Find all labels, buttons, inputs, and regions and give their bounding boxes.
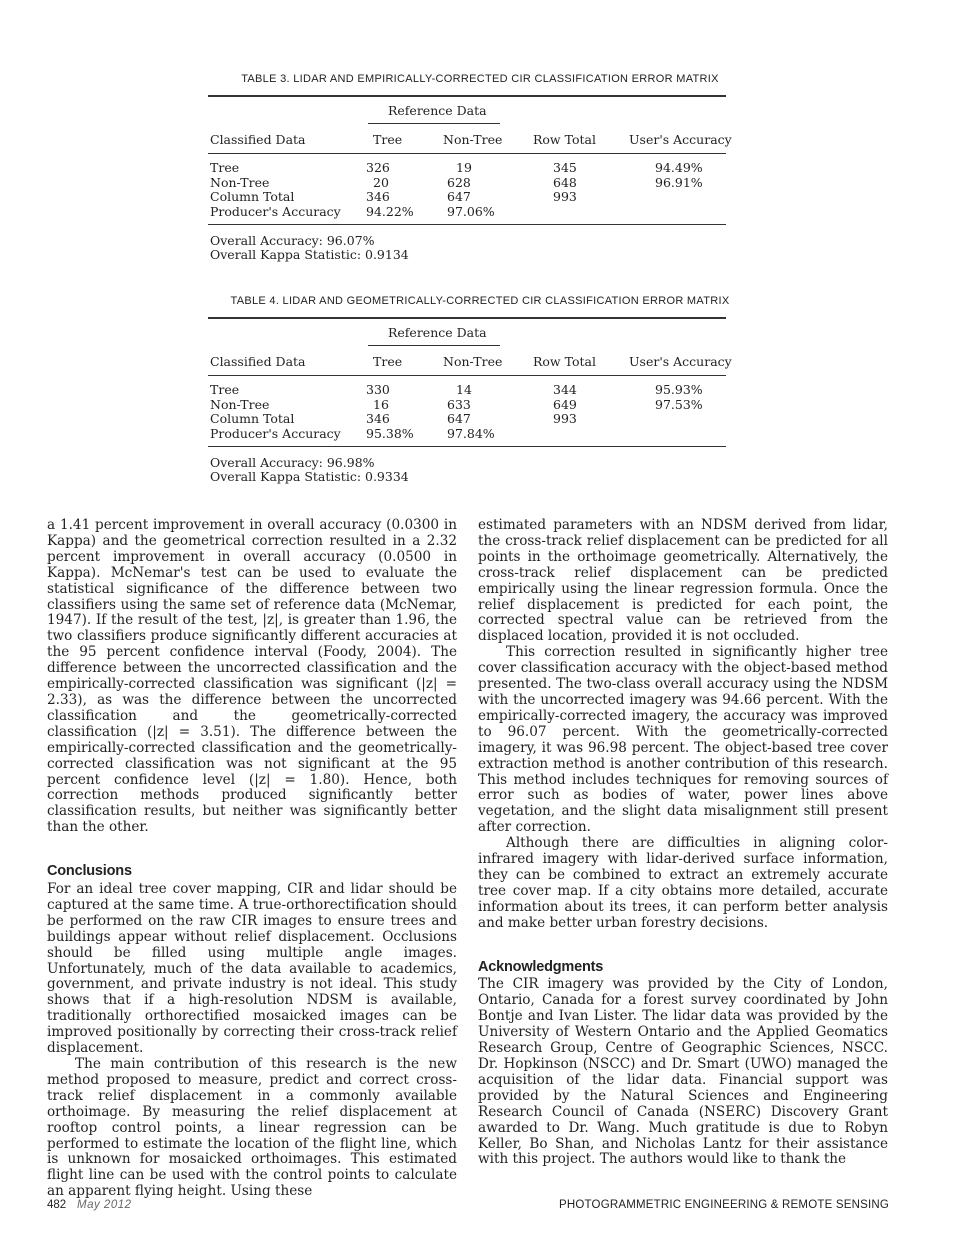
table-4-group-rule — [368, 345, 500, 346]
table-3-caption: TABLE 3. LIDAR AND EMPIRICALLY-CORRECTED CIR CLASSIFICATION ERROR MATRIX — [241, 73, 719, 85]
table-cell: 97.53% — [655, 397, 703, 412]
table-cell: Producer's Accuracy — [210, 426, 341, 441]
table-cell: 19 — [456, 160, 472, 175]
table-cell: 648 — [553, 175, 577, 190]
table-3-header: Classified Data — [210, 132, 306, 147]
table-3-group-header: Reference Data — [388, 103, 487, 118]
issue-date: May 2012 — [77, 1199, 132, 1211]
paragraph: a 1.41 percent improvement in overall accuracy (0.0300 in Kappa) and the geometrical correction resulted in a 2.32 percent improvement in overall accuracy (0.0500 in Kappa). McNemar's test can be used to evaluate the statistical significance of the difference between two classifiers using the same set of reference data (McNemar, 1947). If the result of the test, |z|, is greater than 1.96, the two classifiers produce significantly different accuracies at the 95 percent confidence interval (Foody, 2004). The difference between the uncorrected classification and the empirically-corrected classification was significant (|z| = 2.33), as was the difference between the uncorrected classification and the geometrically-corrected classification (|z| = 3.51). The difference between the empirically-corrected classification and the geometrically-corrected classification was not significant at the 95 percent confidence level (|z| = 1.80). Hence, both correction methods produced significantly better classification results, but neither was significantly better than the other. — [47, 517, 457, 836]
table-4-header: Row Total — [533, 354, 596, 369]
table-cell: 993 — [553, 411, 577, 426]
table-cell: Column Total — [210, 189, 295, 204]
table-3-overall-accuracy: Overall Accuracy: 96.07% — [210, 233, 375, 248]
journal-name: PHOTOGRAMMETRIC ENGINEERING & REMOTE SENSING — [559, 1199, 889, 1211]
table-4-overall-accuracy: Overall Accuracy: 96.98% — [210, 455, 375, 470]
table-cell: 20 — [373, 175, 389, 190]
table-cell: 993 — [553, 189, 577, 204]
table-3-group-rule — [368, 123, 500, 124]
table-cell: Non-Tree — [210, 175, 270, 190]
table-4-header: User's Accuracy — [629, 354, 732, 369]
table-4-top-rule — [208, 317, 726, 319]
table-cell: Producer's Accuracy — [210, 204, 341, 219]
table-cell: 346 — [366, 411, 390, 426]
paragraph: This correction resulted in significantly higher tree cover classification accuracy with the object-based method presented. The two-class overall accuracy using the NDSM with the uncorrected imagery was 94.66 percent. With the empirically-corrected imagery, the accuracy was improved to 96.07 percent. With the geometrically-corrected imagery, it was 96.98 percent. The object-based tree cover extraction method is another contribution of this research. This method includes techniques for removing sources of error such as bodies of water, power lines above vegetation, and the slight data misalignment still present after correction. — [478, 644, 888, 836]
paragraph: Although there are difficulties in aligning color-infrared imagery with lidar-derived surface information, they can be combined to extract an extremely accurate tree cover map. If a city obtains more detailed, accurate information about its trees, it can perform better analysis and make better urban forestry decisions. — [478, 835, 888, 931]
page-number: 482 — [47, 1199, 67, 1211]
table-4-group-header: Reference Data — [388, 325, 487, 340]
table-cell: 95.38% — [366, 426, 414, 441]
table-cell: 633 — [447, 397, 471, 412]
table-cell: 94.22% — [366, 204, 414, 219]
table-3-header: Tree — [373, 132, 403, 147]
table-4-header: Tree — [373, 354, 403, 369]
section-heading-acknowledgments: Acknowledgments — [478, 958, 604, 975]
table-cell: 95.93% — [655, 382, 703, 397]
table-3-bottom-rule — [208, 224, 726, 225]
table-cell: 16 — [373, 397, 389, 412]
table-4-kappa: Overall Kappa Statistic: 0.9334 — [210, 469, 409, 484]
table-cell: Tree — [210, 382, 240, 397]
table-cell: 647 — [447, 189, 471, 204]
table-cell: 97.06% — [447, 204, 495, 219]
table-4-caption: TABLE 4. LIDAR AND GEOMETRICALLY-CORRECTED CIR CLASSIFICATION ERROR MATRIX — [230, 295, 730, 307]
right-column — [478, 518, 888, 1168]
table-4-header: Non-Tree — [443, 354, 503, 369]
table-cell: 649 — [553, 397, 577, 412]
table-3-top-rule — [208, 95, 726, 97]
table-3-kappa: Overall Kappa Statistic: 0.9134 — [210, 247, 409, 262]
left-column — [47, 518, 457, 1200]
table-cell: 97.84% — [447, 426, 495, 441]
table-cell: 628 — [447, 175, 471, 190]
table-3-header-rule — [208, 153, 726, 154]
table-cell: 345 — [553, 160, 577, 175]
table-cell: 330 — [366, 382, 390, 397]
paragraph: The main contribution of this research is the new method proposed to measure, predict and correct cross-track relief displacement in a commonly available orthoimage. By measuring the relief displacement at rooftop control points, a linear regression can be performed to estimate the location of the flight line, which is unknown for mosaicked orthoimages. This estimated flight line can be used with the control points to calculate an apparent flying height. Using these — [47, 1056, 457, 1200]
table-cell: Column Total — [210, 411, 295, 426]
table-3-header: Row Total — [533, 132, 596, 147]
paragraph: The CIR imagery was provided by the City of London, Ontario, Canada for a forest survey coordinated by John Bontje and Ivan Lister. The lidar data was provided by the University of Western Ontario and the Applied Geomatics Research Group, Centre of Geographic Sciences, NSCC. Dr. Hopkinson (NSCC) and Dr. Smart (UWO) managed the acquisition of the lidar data. Financial support was provided by the Natural Sciences and Engineering Research Council of Canada (NSERC) Discovery Grant awarded to Dr. Wang. Much gratitude is due to Robyn Keller, Bo Shan, and Nicholas Lantz for their assistance with this project. The authors would like to thank the — [478, 976, 888, 1168]
table-4-header-rule — [208, 375, 726, 376]
table-cell: 14 — [456, 382, 472, 397]
table-cell: 647 — [447, 411, 471, 426]
table-4-header: Classified Data — [210, 354, 306, 369]
table-3-header: User's Accuracy — [629, 132, 732, 147]
paragraph: estimated parameters with an NDSM derived from lidar, the cross-track relief displacement can be predicted for all points in the orthoimage geometrically. Alternatively, the cross-track relief displacement can be predicted empirically using the linear regression formula. Once the relief displacement is predicted for each point, the corrected spectral value can be retrieved from the displaced location, provided it is not occluded. — [478, 517, 888, 645]
table-cell: 94.49% — [655, 160, 703, 175]
table-cell: Tree — [210, 160, 240, 175]
table-4-bottom-rule — [208, 446, 726, 447]
table-cell: 326 — [366, 160, 390, 175]
table-cell: 96.91% — [655, 175, 703, 190]
table-cell: 346 — [366, 189, 390, 204]
table-cell: 344 — [553, 382, 577, 397]
section-heading-conclusions: Conclusions — [47, 863, 132, 880]
table-cell: Non-Tree — [210, 397, 270, 412]
table-3-header: Non-Tree — [443, 132, 503, 147]
paragraph: For an ideal tree cover mapping, CIR and lidar should be captured at the same time. A true-orthorectification should be performed on the raw CIR images to ensure trees and buildings appear without relief displacement. Occlusions should be filled using multiple angle images. Unfortunately, much of the data available to academics, government, and private industry is not ideal. This study shows that if a high-resolution NDSM is available, traditionally orthorectified mosaicked images can be improved positionally by correcting their cross-track relief displacement. — [47, 881, 457, 1057]
